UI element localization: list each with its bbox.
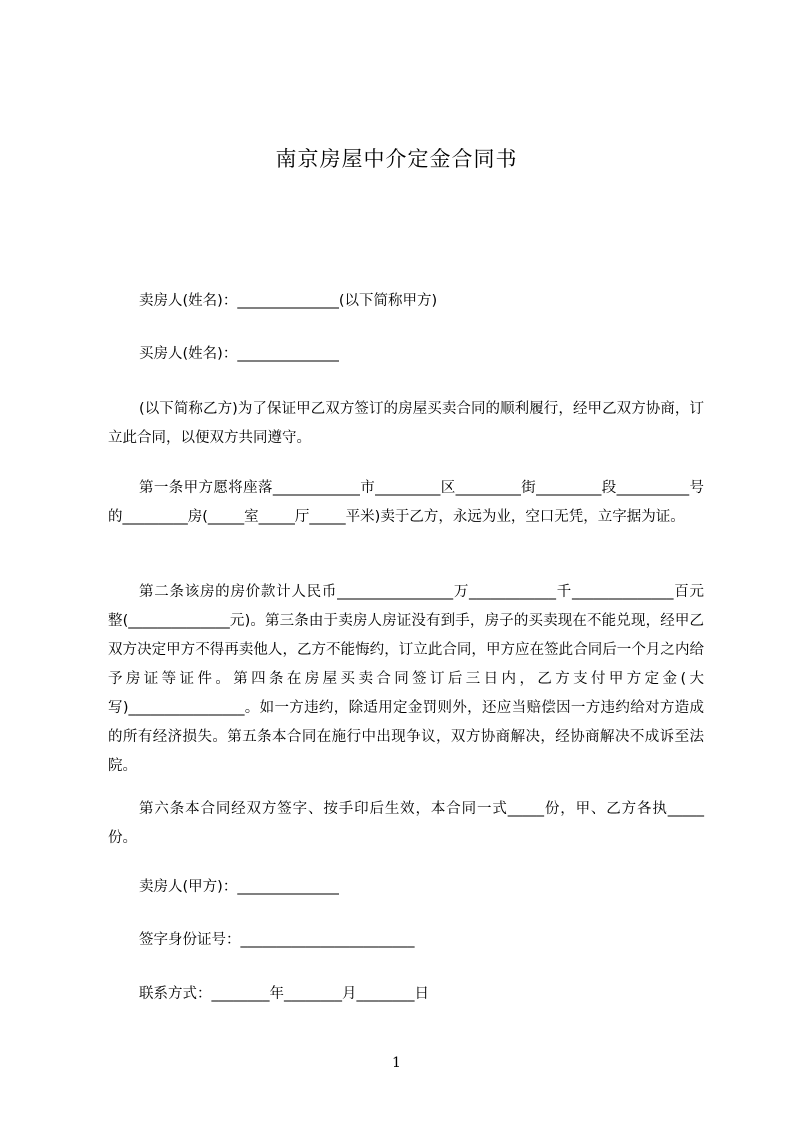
buyer-name-line: 买房人(姓名)：______________: [139, 346, 339, 362]
seller-signature-line: 卖房人(甲方)：______________: [139, 879, 339, 895]
contact-date-line: 联系方式：________年________月________日: [139, 986, 429, 1002]
article-2-5-paragraph: 第二条该房的房价款计人民币________________万____________千______________百元整(______________元)。第三条由于卖房人房证没有到手，房子的买卖现在不能兑现，经甲乙双方决定甲方不得再卖他人，乙方不能悔约，订立此合同，甲方应在签此合同后一个月之内给予房证等证件。第四条在房屋买卖合同签订后三日内，乙方支付甲方定金(大写)________________。如一方违约，除适用定金罚则外，还应当赔偿因一方违约给对方造成的所有经济损失。第五条本合同在施行中出现争议，双方协商解决，经协商解决不成诉至法院。: [108, 584, 704, 774]
page-number: 1: [392, 1055, 401, 1071]
seller-name-line: 卖房人(姓名)：______________(以下简称甲方): [139, 293, 438, 309]
id-number-line: 签字身份证号：________________________: [139, 932, 415, 948]
article-6-paragraph: 第六条本合同经双方签字、按手印后生效，本合同一式_____份，甲、乙方各执_____份。: [108, 801, 704, 846]
intro-paragraph: (以下简称乙方)为了保证甲乙双方签订的房屋买卖合同的顺利履行，经甲乙双方协商，订立此合同，以便双方共同遵守。: [108, 401, 704, 446]
article-1-paragraph: 第一条甲方愿将座落____________市_________区_________街_________段__________号的_________房(_____室_____厅_____平米)卖于乙方，永远为业，空口无凭，立字据为证。: [108, 480, 704, 525]
document-title: 南京房屋中介定金合同书: [275, 147, 518, 171]
